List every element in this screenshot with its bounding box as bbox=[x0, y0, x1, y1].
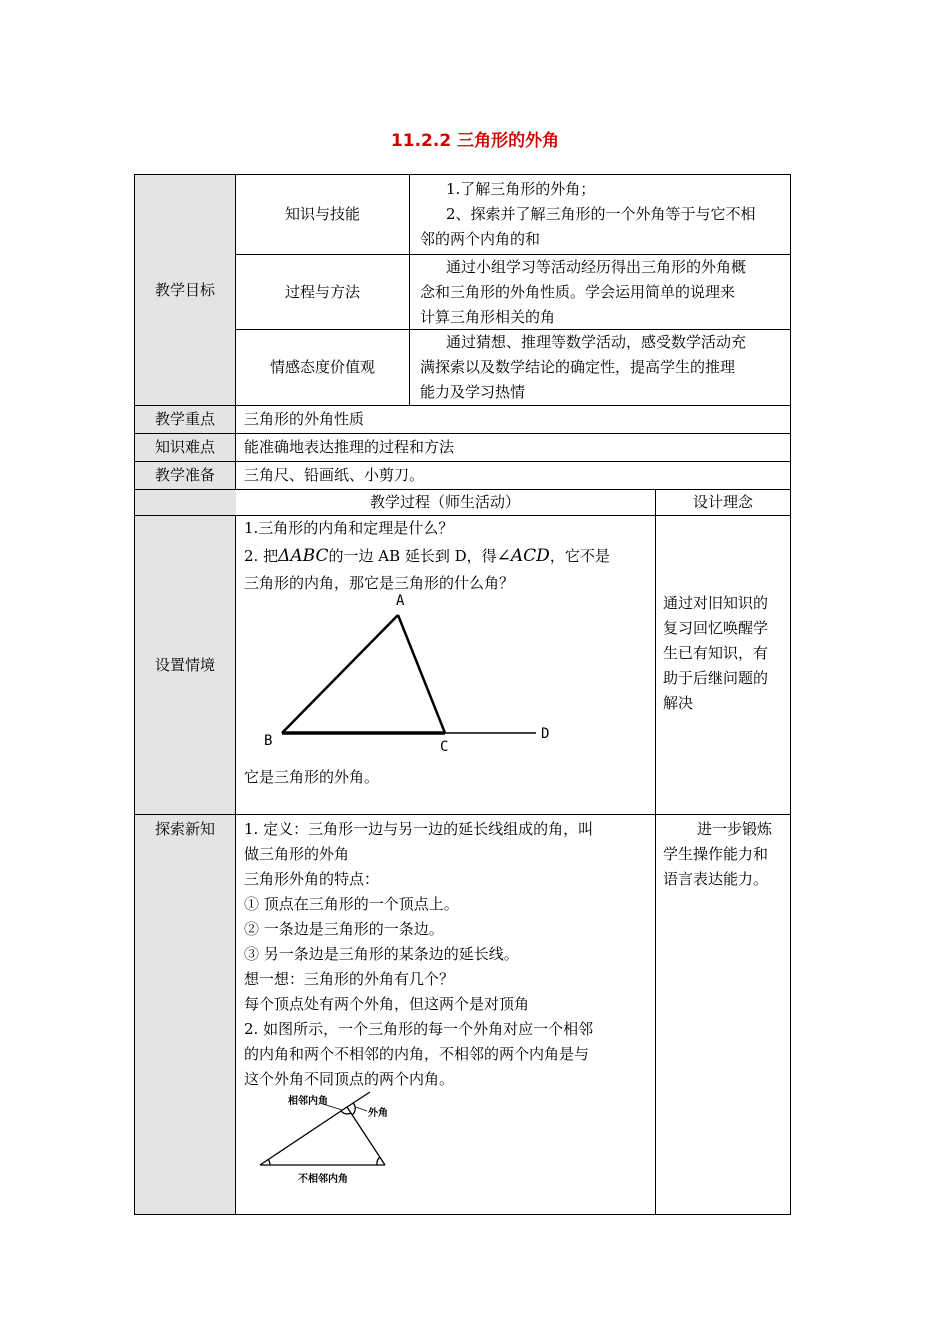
label-d: D bbox=[541, 726, 550, 742]
objective-text-process bbox=[410, 255, 790, 329]
text-line: ③ 另一条边是三角形的某条边的延长线。 bbox=[244, 945, 519, 963]
note-line: 生已有知识，有 bbox=[663, 644, 769, 662]
key-point-label: 教学重点 bbox=[154, 410, 215, 428]
process-activity-header: 教学过程（师生活动） bbox=[369, 493, 520, 511]
section1-answer: 它是三角形的外角。 bbox=[244, 768, 380, 786]
exterior-angle-figure bbox=[250, 1090, 410, 1190]
text-line: 通过小组学习等活动经历得出三角形的外角概 bbox=[446, 258, 747, 276]
label-nonadjacent: 不相邻内角 bbox=[298, 1174, 348, 1185]
text-line: 计算三角形相关的角 bbox=[420, 308, 556, 326]
section2-design-note bbox=[663, 817, 787, 892]
exterior-pointer bbox=[356, 1107, 367, 1111]
objective-name-attitude: 情感态度价值观 bbox=[269, 358, 375, 376]
text-line: 念和三角形的外角性质。学会运用简单的说理来 bbox=[420, 283, 736, 301]
text-line: 2. 如图所示，一个三角形的每一个外角对应一个相邻 bbox=[244, 1020, 594, 1038]
question-2-line2: 三角形的内角，那它是三角形的什么角？ bbox=[244, 574, 515, 592]
text-line: 想一想：三角形的外角有几个？ bbox=[244, 970, 455, 988]
extension-line bbox=[347, 1092, 370, 1107]
q2-middle: 的一边 AB 延长到 D，得 bbox=[328, 547, 497, 565]
divider-design bbox=[655, 490, 656, 1215]
objective-text-knowledge bbox=[410, 177, 790, 254]
note-line: 语言表达能力。 bbox=[663, 870, 769, 888]
nonadjacent-arc-right bbox=[377, 1157, 380, 1165]
objectives-label: 教学目标 bbox=[154, 280, 215, 299]
preparation-value: 三角尺、铅画纸、小剪刀。 bbox=[244, 466, 425, 484]
text-line: 每个顶点处有两个外角，但这两个是对顶角 bbox=[244, 995, 530, 1013]
exterior-arc bbox=[352, 1103, 355, 1115]
triangle-abc-figure bbox=[236, 585, 654, 760]
objective-text-attitude bbox=[410, 330, 790, 405]
note-line: 学生操作能力和 bbox=[663, 845, 769, 863]
text-line: 1.了解三角形的外角； bbox=[446, 180, 596, 198]
key-point-value: 三角形的外角性质 bbox=[244, 410, 365, 428]
note-line: 助于后继问题的 bbox=[663, 669, 769, 687]
side-ab bbox=[282, 615, 398, 733]
left-side bbox=[260, 1107, 347, 1165]
text-line: ② 一条边是三角形的一条边。 bbox=[244, 920, 444, 938]
text-line: 满探索以及数学结论的确定性，提高学生的推理 bbox=[420, 358, 736, 376]
difficulty-value: 能准确地表达推理的过程和方法 bbox=[244, 438, 455, 456]
page-title: 11.2.2 三角形的外角 bbox=[390, 131, 560, 151]
label-a: A bbox=[396, 593, 405, 609]
side-ac bbox=[398, 615, 445, 733]
section2-content bbox=[244, 817, 652, 1092]
text-line: 2、探索并了解三角形的一个外角等于与它不相 bbox=[446, 205, 756, 223]
section1-design-note bbox=[663, 591, 787, 716]
text-line: 能力及学习热情 bbox=[420, 383, 526, 401]
text-line: 邻的两个内角的和 bbox=[420, 230, 541, 248]
label-c: C bbox=[440, 739, 449, 755]
difficulty-label: 知识难点 bbox=[154, 438, 215, 456]
q2-suffix: ，它不是 bbox=[549, 547, 610, 565]
angle-acd-symbol: ∠ACD bbox=[496, 546, 550, 566]
nonadjacent-arc-left bbox=[268, 1159, 270, 1165]
question-2 bbox=[244, 541, 652, 571]
label-adjacent: 相邻内角 bbox=[288, 1096, 328, 1107]
section1-content bbox=[244, 516, 652, 596]
objective-name-knowledge: 知识与技能 bbox=[284, 205, 360, 223]
text-line: 1. 定义：三角形一边与另一边的延长线组成的角，叫 bbox=[244, 820, 594, 838]
q2-prefix: 2. 把 bbox=[244, 547, 279, 565]
preparation-label: 教学准备 bbox=[154, 466, 215, 484]
table-border-bottom bbox=[134, 1214, 791, 1215]
text-line: ① 顶点在三角形的一个顶点上。 bbox=[244, 895, 459, 913]
text-line: 通过猜想、推理等数学活动，感受数学活动充 bbox=[446, 333, 747, 351]
question-1: 1.三角形的内角和定理是什么？ bbox=[244, 519, 454, 537]
note-line: 复习回忆唤醒学 bbox=[663, 619, 769, 637]
text-line: 三角形外角的特点： bbox=[244, 870, 380, 888]
triangle-abc-symbol: ΔABC bbox=[278, 546, 329, 566]
row-line-8 bbox=[134, 814, 791, 815]
label-exterior: 外角 bbox=[368, 1108, 388, 1119]
text-line: 这个外角不同顶点的两个内角。 bbox=[244, 1070, 455, 1088]
note-line: 进一步锻炼 bbox=[697, 820, 773, 838]
table-border-right bbox=[790, 174, 791, 1215]
process-design-header: 设计理念 bbox=[692, 493, 753, 511]
note-line: 解决 bbox=[663, 694, 694, 712]
text-line: 做三角形的外角 bbox=[244, 845, 350, 863]
label-b: B bbox=[264, 733, 273, 749]
text-line: 的内角和两个不相邻的内角，不相邻的两个内角是与 bbox=[244, 1045, 590, 1063]
objective-name-process: 过程与方法 bbox=[284, 282, 360, 301]
note-line: 通过对旧知识的 bbox=[663, 594, 769, 612]
section1-label: 设置情境 bbox=[154, 655, 215, 674]
section2-label: 探索新知 bbox=[154, 820, 215, 838]
